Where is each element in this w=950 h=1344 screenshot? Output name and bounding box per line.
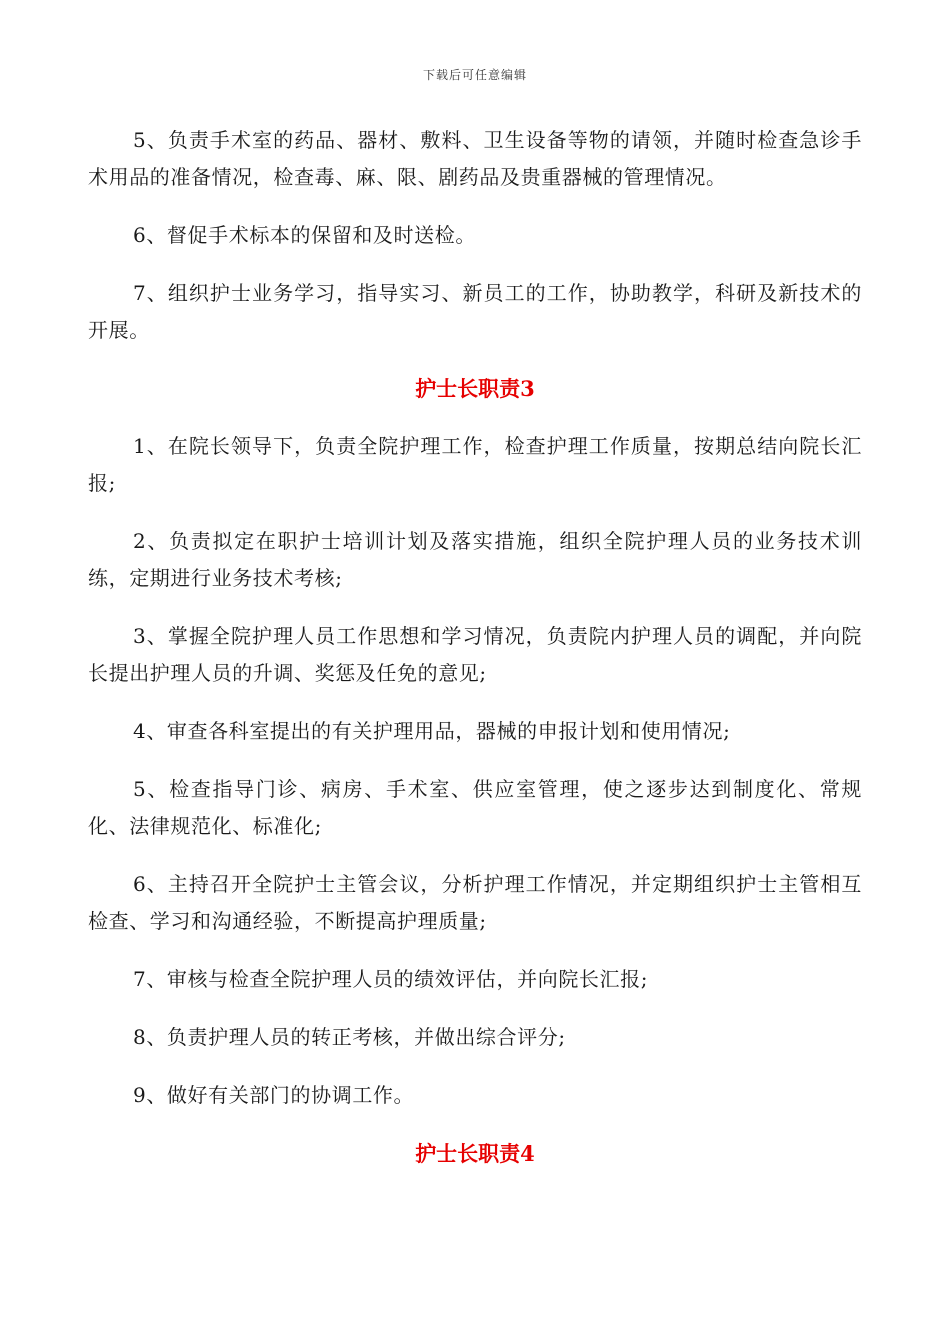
paragraph-item: 4、审查各科室提出的有关护理用品，器械的申报计划和使用情况; bbox=[133, 719, 731, 743]
section-heading: 护士长职责4 bbox=[415, 1141, 535, 1166]
paragraph-item: 3、掌握全院护理人员工作思想和学习情况，负责院内护理人员的调配，并向院长提出护理人员的升调、奖惩及任免的意见; bbox=[88, 624, 862, 685]
paragraph-item: 7、组织护士业务学习，指导实习、新员工的工作，协助教学，科研及新技术的开展。 bbox=[88, 281, 862, 342]
paragraph-item: 5、检查指导门诊、病房、手术室、供应室管理，使之逐步达到制度化、常规化、法律规范化、标准化; bbox=[88, 777, 862, 838]
paragraph-item: 6、督促手术标本的保留和及时送检。 bbox=[133, 223, 476, 247]
document-body bbox=[88, 122, 862, 1193]
paragraph-item: 8、负责护理人员的转正考核，并做出综合评分; bbox=[133, 1025, 566, 1049]
paragraph-item: 1、在院长领导下，负责全院护理工作，检查护理工作质量，按期总结向院长汇报; bbox=[88, 434, 862, 495]
section-heading: 护士长职责3 bbox=[415, 376, 535, 401]
page-header: 下载后可任意编辑 bbox=[422, 68, 527, 82]
paragraph-item: 2、负责拟定在职护士培训计划及落实措施，组织全院护理人员的业务技术训练，定期进行业务技术考核; bbox=[88, 529, 862, 590]
paragraph-item: 9、做好有关部门的协调工作。 bbox=[133, 1083, 415, 1107]
paragraph-item: 7、审核与检查全院护理人员的绩效评估，并向院长汇报; bbox=[133, 967, 649, 991]
paragraph-item: 5、负责手术室的药品、器材、敷料、卫生设备等物的请领，并随时检查急诊手术用品的准备情况，检查毒、麻、限、剧药品及贵重器械的管理情况。 bbox=[88, 128, 862, 189]
paragraph-item: 6、主持召开全院护士主管会议，分析护理工作情况，并定期组织护士主管相互检查、学习和沟通经验，不断提高护理质量; bbox=[88, 872, 862, 933]
